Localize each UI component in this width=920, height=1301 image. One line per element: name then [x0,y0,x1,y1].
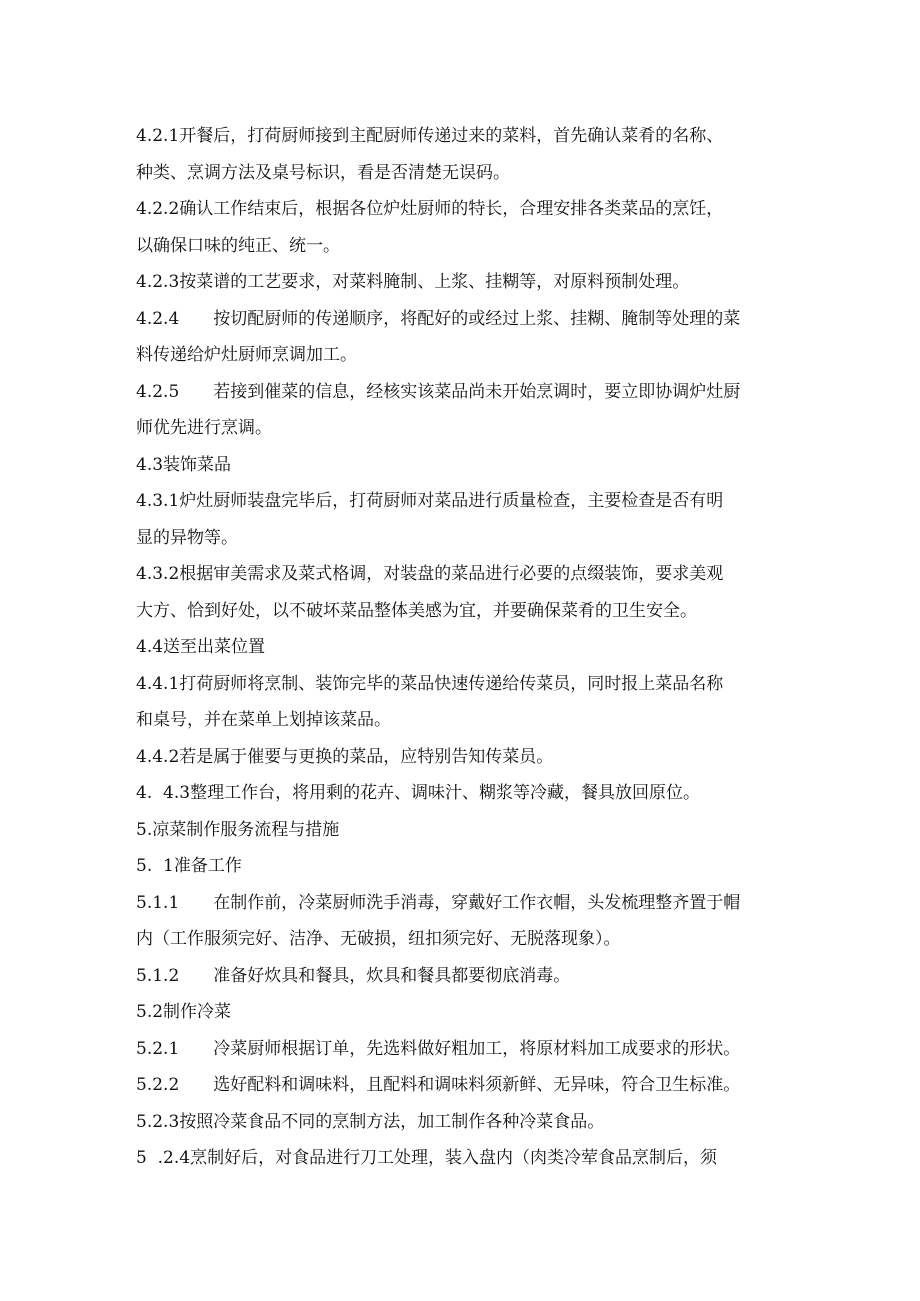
text-line: 4.3.2根据审美需求及菜式格调，对装盘的菜品进行必要的点缀装饰，要求美观 [136,564,724,584]
text-line: 和桌号，并在菜单上划掉该菜品。 [136,710,391,730]
section-heading: 5.凉菜制作服务流程与措施 [136,819,340,840]
text-line: 4. 4.3整理工作台，将用剩的花卉、调味汁、糊浆等冷藏，餐具放回原位。 [136,783,701,803]
document-body [136,118,786,1177]
text-line: 显的异物等。 [136,527,238,548]
text-line: 种类、烹调方法及桌号标识，看是否清楚无误码。 [136,162,510,183]
text-line: 5.1.1 在制作前，冷菜厨师洗手消毒，穿戴好工作衣帽，头发梳理整齐置于帽 [136,892,741,913]
text-line: 4.4.1打荷厨师将烹制、装饰完毕的菜品快速传递给传菜员，同时报上菜品名称 [136,673,724,694]
text-line: 5.2.1 冷菜厨师根据订单，先选料做好粗加工，将原材料加工成要求的形状。 [136,1038,741,1059]
section-heading: 5.2制作冷菜 [136,1002,232,1022]
text-line: 4.4.2若是属于催要与更换的菜品，应特别告知传菜员。 [136,746,554,767]
text-line: 4.2.4 按切配厨师的传递顺序，将配好的或经过上浆、挂糊、腌制等处理的菜 [136,308,741,329]
text-line: 5.2.2 选好配料和调味料，且配料和调味料须新鲜、无异味，符合卫生标准。 [136,1075,741,1095]
text-line: 4.3.1炉灶厨师装盘完毕后，打荷厨师对菜品进行质量检查，主要检查是否有明 [136,491,724,511]
text-line: 4.2.1开餐后，打荷厨师接到主配厨师传递过来的菜料，首先确认菜肴的名称、 [136,126,724,146]
text-line: 4.2.5 若接到催菜的信息，经核实该菜品尚未开始烹调时，要立即协调炉灶厨 [136,381,741,402]
section-heading: 4.3装饰菜品 [136,454,232,475]
text-line: 5 .2.4烹制好后，对食品进行刀工处理，装入盘内（肉类冷荤食品烹制后，须 [136,1148,718,1168]
text-line: 以确保口味的纯正、统一。 [136,235,340,256]
section-heading: 4.4送至出菜位置 [136,637,266,657]
text-line: 5.2.3按照冷菜食品不同的烹制方法，加工制作各种冷菜食品。 [136,1111,605,1132]
text-line: 4.2.3按菜谱的工艺要求，对菜料腌制、上浆、挂糊等，对原料预制处理。 [136,272,690,292]
text-line: 师优先进行烹调。 [136,418,272,438]
text-line: 内（工作服须完好、洁净、无破损，纽扣须完好、无脱落现象）。 [136,929,621,949]
section-heading: 5. 1准备工作 [136,856,242,876]
text-line: 料传递给炉灶厨师烹调加工。 [136,345,357,365]
text-line: 大方、恰到好处，以不破坏菜品整体美感为宜，并要确保菜肴的卫生安全。 [136,600,697,621]
text-line: 4.2.2确认工作结束后，根据各位炉灶厨师的特长，合理安排各类菜品的烹饪， [136,199,724,219]
text-line: 5.1.2 准备好炊具和餐具，炊具和餐具都要彻底消毒。 [136,965,571,986]
